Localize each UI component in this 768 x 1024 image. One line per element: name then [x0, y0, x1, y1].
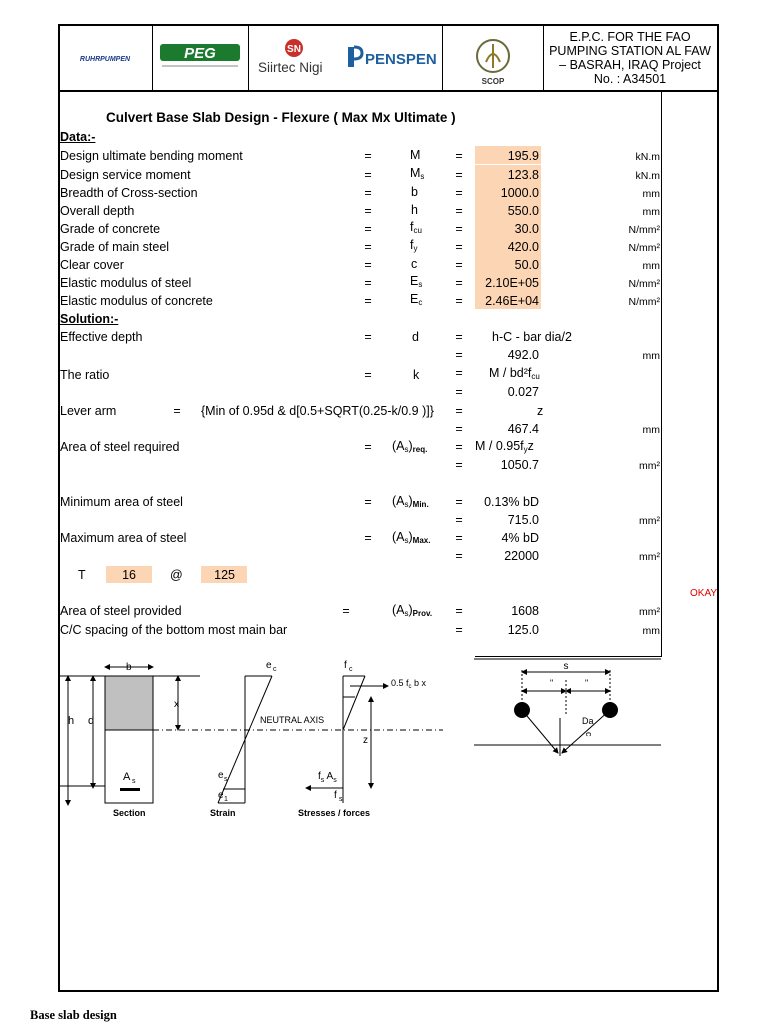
equals: = — [455, 366, 463, 380]
value-ratio: 0.027 — [507, 385, 539, 399]
penspen-logo — [346, 44, 440, 70]
input-grade-concrete[interactable]: 30.0 — [475, 219, 541, 237]
label-modulus-steel: Elastic modulus of steel — [60, 276, 192, 290]
svg-text:b: b — [126, 662, 132, 673]
label-lever-arm: Lever arm — [60, 404, 117, 418]
header-divider-1 — [152, 24, 153, 91]
equals: = — [364, 276, 372, 290]
input-ultimate-moment[interactable]: 195.9 — [475, 146, 541, 164]
svg-text:SN: SN — [287, 44, 301, 55]
input-modulus-steel[interactable]: 2.10E+05 — [475, 273, 541, 291]
label-grade-steel: Grade of main steel — [60, 240, 170, 254]
label-as-min: Minimum area of steel — [60, 495, 183, 509]
formula-lever-arm: {Min of 0.95d & d[0.5+SQRT(0.25-k/0.9 )]} — [201, 404, 434, 418]
unit-mm: mm — [642, 260, 660, 272]
formula-as-required: M / $0.95f_yz$ — [475, 439, 534, 454]
svg-text:e: e — [218, 770, 224, 781]
symbol-as-required: $(A_s)_{req.}$ — [392, 439, 428, 454]
svg-text:s: s — [132, 778, 136, 785]
symbol-Es: $E_s$ — [410, 274, 423, 289]
svg-text:e: e — [218, 790, 224, 801]
equals: = — [455, 531, 463, 545]
svg-text:Strain: Strain — [210, 808, 236, 818]
label-cc-spacing: C/C spacing of the bottom most main bar — [60, 623, 288, 637]
equals: = — [364, 240, 372, 254]
symbol-b: b — [411, 185, 418, 199]
symbol-Ms: $M_s$ — [410, 166, 425, 181]
input-modulus-concrete[interactable]: 2.46E+04 — [475, 291, 541, 309]
label-as-provided: Area of steel provided — [60, 604, 182, 618]
symbol-d: d — [412, 330, 419, 344]
svg-text:PEG: PEG — [184, 45, 216, 62]
equals: = — [455, 240, 463, 254]
equals: = — [455, 294, 463, 308]
unit-n-per-mm2: N/mm² — [628, 296, 660, 308]
input-grade-steel[interactable]: 420.0 — [475, 237, 541, 255]
unit-mm: mm — [642, 625, 660, 637]
svg-text:SCOP: SCOP — [481, 77, 505, 86]
equals: = — [455, 276, 463, 290]
svg-text:PENSPEN: PENSPEN — [365, 51, 437, 68]
svg-text:c: c — [584, 732, 594, 737]
equals: = — [173, 404, 181, 418]
symbol-Ec: $E_c$ — [410, 292, 423, 307]
input-clear-cover[interactable]: 50.0 — [475, 255, 541, 273]
symbol-k: k — [413, 368, 420, 382]
label-clear-cover: Clear cover — [60, 258, 124, 272]
svg-text:h: h — [68, 715, 75, 727]
project-info — [544, 30, 716, 86]
label-grade-concrete: Grade of concrete — [60, 222, 161, 236]
unit-mm2: mm² — [639, 515, 660, 527]
equals: = — [455, 348, 463, 362]
unit-mm2: mm² — [639, 460, 660, 472]
equals: = — [364, 258, 372, 272]
unit-mm: mm — [642, 350, 660, 362]
equals: = — [455, 168, 463, 182]
label-overall-depth: Overall depth — [60, 204, 135, 218]
svg-text:": " — [550, 678, 554, 688]
unit-mm2: mm² — [639, 606, 660, 618]
unit-mm: mm — [642, 188, 660, 200]
project-line-2: PUMPING STATION AL FAW — [549, 44, 711, 58]
project-line-3: – BASRAH, IRAQ Project — [559, 58, 701, 72]
header-divider-2 — [248, 24, 249, 91]
equals: = — [455, 495, 463, 509]
equals: = — [364, 531, 372, 545]
unit-mm: mm — [642, 424, 660, 436]
project-line-1: E.P.C. FOR THE FAO — [569, 30, 691, 44]
page-caption: Base slab design — [30, 1008, 117, 1022]
svg-text:Da: Da — [582, 716, 594, 726]
symbol-as-min: $(A_s)_{Min.}$ — [392, 494, 429, 509]
data-heading: Data:- — [60, 130, 96, 144]
equals: = — [342, 604, 350, 618]
svg-text:e: e — [266, 660, 272, 671]
value-as-min: 715.0 — [507, 513, 539, 527]
equals: = — [455, 440, 463, 454]
equals: = — [364, 204, 372, 218]
input-bar-diameter[interactable]: 16 — [106, 566, 152, 583]
symbol-as-provided: $(A_s)_{Prov.}$ — [392, 603, 433, 618]
equals: = — [455, 258, 463, 272]
svg-text:Section: Section — [113, 808, 146, 818]
unit-kNm: kN.m — [635, 151, 660, 163]
input-bar-spacing[interactable]: 125 — [201, 566, 247, 583]
label-ultimate-moment: Design ultimate bending moment — [60, 149, 243, 163]
symbol-fy: $f_y$ — [410, 238, 418, 253]
equals: = — [364, 368, 372, 382]
label-service-moment: Design service moment — [60, 168, 191, 182]
equals: = — [455, 222, 463, 236]
unit-mm2: mm² — [639, 551, 660, 563]
value-effective-depth: 492.0 — [507, 348, 539, 362]
equals: = — [364, 495, 372, 509]
label-ratio: The ratio — [60, 368, 110, 382]
svg-text:": " — [585, 678, 589, 688]
scop-logo — [468, 36, 518, 88]
svg-text:c: c — [349, 666, 353, 673]
formula-k: M / $bd^2f_{cu}$ — [489, 366, 540, 381]
label-as-max: Maximum area of steel — [60, 531, 187, 545]
ruhrpumpen-logo: RUHRPUMPEN — [79, 56, 131, 63]
input-overall-depth[interactable]: 550.0 — [475, 201, 541, 219]
unit-kNm: kN.m — [635, 170, 660, 182]
svg-text:s: s — [339, 796, 343, 803]
input-service-moment[interactable]: 123.8 — [475, 165, 541, 183]
strain-diagram — [210, 660, 324, 818]
equals: = — [455, 149, 463, 163]
svg-text:fs As: $f_s$ $A_s$ — [318, 771, 337, 784]
equals: = — [455, 204, 463, 218]
input-breadth[interactable]: 1000.0 — [475, 183, 541, 201]
label-as-required: Area of steel required — [60, 440, 180, 454]
equals: = — [455, 186, 463, 200]
value-as-provided: 1608 — [511, 604, 539, 618]
peg-logo — [158, 42, 244, 64]
bar-at-label: @ — [170, 568, 183, 582]
equals: = — [364, 168, 372, 182]
unit-mm: mm — [642, 206, 660, 218]
svg-text:c: c — [273, 666, 277, 673]
stress-diagram — [298, 660, 427, 818]
svg-text:A: A — [123, 771, 131, 783]
svg-text:x: x — [174, 699, 179, 710]
svg-text:s: s — [563, 661, 569, 672]
svg-text:Stresses / forces: Stresses / forces — [298, 808, 371, 818]
equals: = — [455, 404, 463, 418]
label-effective-depth: Effective depth — [60, 330, 143, 344]
value-lever-arm: 467.4 — [507, 422, 539, 436]
bar-spacing-detail — [474, 656, 662, 776]
equals: = — [364, 149, 372, 163]
unit-n-per-mm2: N/mm² — [628, 242, 660, 254]
symbol-M: M — [410, 148, 421, 162]
svg-text:1: 1 — [224, 796, 228, 803]
equals: = — [455, 330, 463, 344]
formula-d: h-C - bar dia/2 — [492, 330, 572, 344]
project-line-4: No. : A34501 — [593, 72, 667, 86]
check-status-okay: OKAY — [690, 588, 718, 599]
page-title: Culvert Base Slab Design - Flexure ( Max Mx Ultimate ) — [106, 110, 456, 125]
equals: = — [364, 294, 372, 308]
siirtec-nigi-logo — [254, 38, 344, 78]
symbol-c: c — [411, 257, 418, 271]
equals: = — [364, 330, 372, 344]
label-modulus-concrete: Elastic modulus of concrete — [60, 294, 213, 308]
value-as-required: 1050.7 — [500, 458, 539, 472]
svg-text:s: s — [224, 776, 228, 783]
value-cc-spacing: 125.0 — [507, 623, 539, 637]
symbol-h: h — [411, 203, 418, 217]
svg-text:z: z — [363, 735, 368, 746]
equals: = — [455, 549, 463, 563]
symbol-as-max: $(A_s)_{Max.}$ — [392, 530, 431, 545]
flexure-diagram — [58, 650, 478, 820]
unit-n-per-mm2: N/mm² — [628, 278, 660, 290]
svg-text:Siirtec Nigi: Siirtec Nigi — [258, 60, 323, 75]
formula-as-min: 0.13% bD — [484, 495, 539, 509]
section-diagram — [58, 662, 200, 818]
equals: = — [455, 623, 463, 637]
equals: = — [455, 422, 463, 436]
svg-text:0.5 fc b x: 0.5 $f_c$ b x — [391, 678, 427, 690]
symbol-fcu: $f_{cu}$ — [410, 220, 422, 235]
svg-text:f: f — [344, 660, 347, 671]
equals: = — [364, 222, 372, 236]
formula-as-max: 4% bD — [501, 531, 539, 545]
solution-heading: Solution:- — [60, 312, 119, 326]
equals: = — [455, 385, 463, 399]
equals: = — [455, 513, 463, 527]
svg-text:f: f — [334, 790, 337, 801]
equals: = — [364, 440, 372, 454]
equals: = — [364, 186, 372, 200]
equals: = — [455, 604, 463, 618]
header-bottom-rule — [58, 90, 719, 92]
svg-text:d: d — [88, 715, 95, 727]
bar-type-label: T — [78, 568, 86, 582]
unit-n-per-mm2: N/mm² — [628, 224, 660, 236]
label-breadth: Breadth of Cross-section — [60, 186, 198, 200]
right-column-rule — [661, 90, 662, 657]
equals: = — [455, 458, 463, 472]
header-divider-3 — [442, 24, 443, 91]
symbol-z: z — [537, 404, 544, 418]
value-as-max: 22000 — [504, 549, 539, 563]
svg-text:NEUTRAL AXIS: NEUTRAL AXIS — [260, 715, 325, 725]
